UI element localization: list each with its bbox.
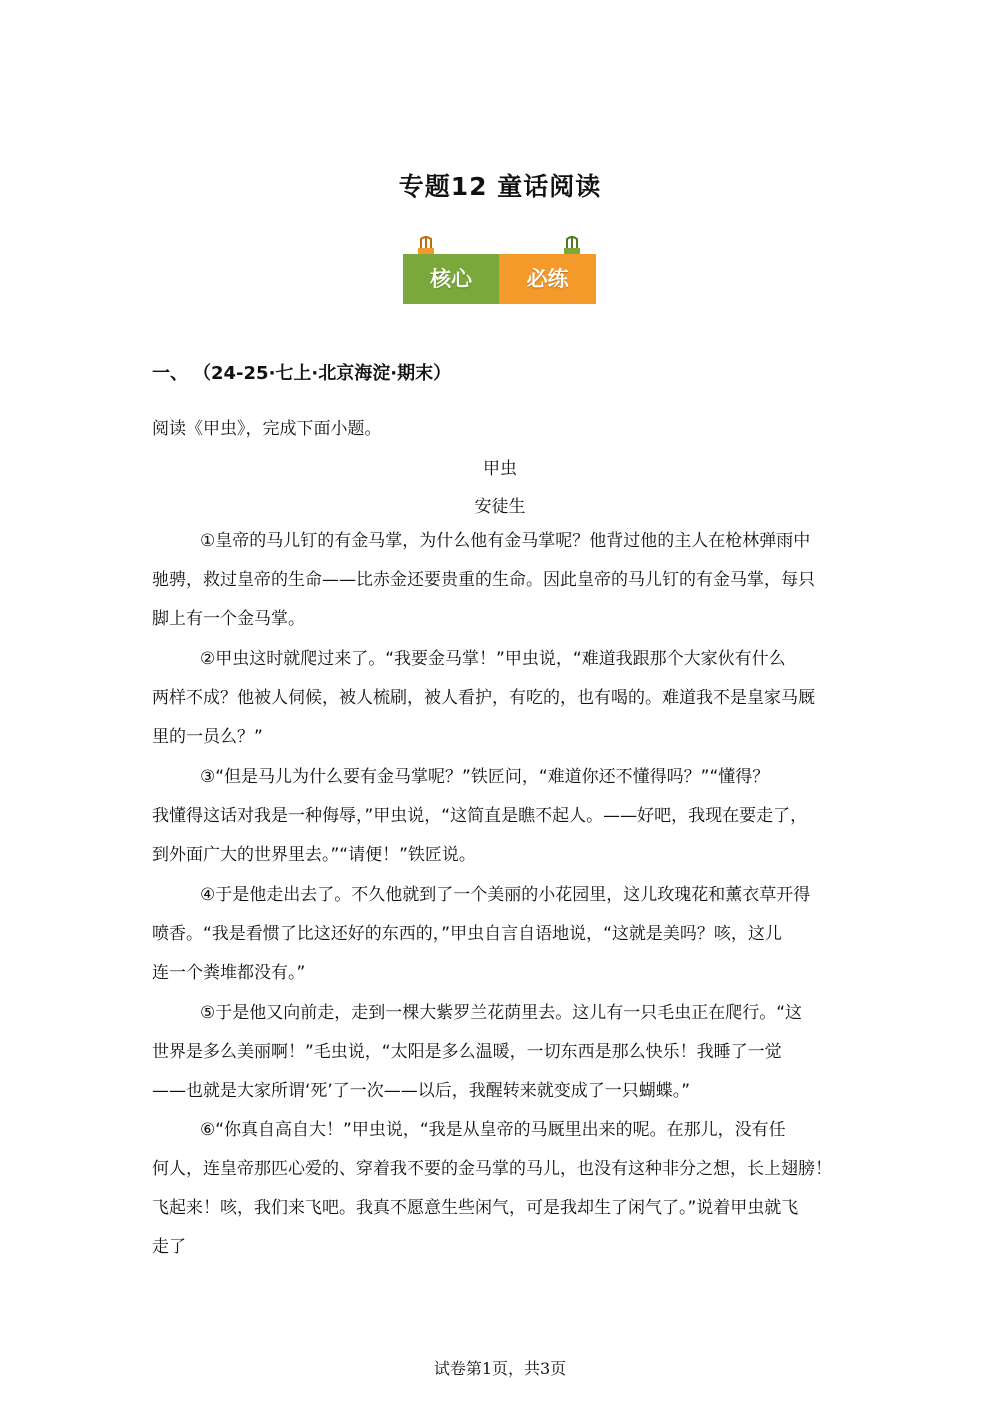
paragraph-line: ——也就是大家所谓‘死’了一次——以后，我醒转来就变成了一只蝴蝶。”	[152, 1081, 691, 1101]
paragraph-line: 两样不成？他被人伺候，被人梳刷，被人看护，有吃的，也有喝的。难道我不是皇家马厩	[152, 688, 815, 708]
paragraph-line: ③“但是马儿为什么要有金马掌呢？”铁匠问，“难道你还不懂得吗？”“懂得？	[200, 767, 770, 787]
paragraph-line: ⑤于是他又向前走，走到一棵大紫罗兰花荫里去。这儿有一只毛虫正在爬行。“这	[200, 1003, 803, 1023]
paragraph-5	[152, 994, 852, 1111]
paragraph-line: 里的一员么？”	[152, 727, 263, 747]
page-title: 专题12 童话阅读	[398, 172, 602, 201]
paragraph-3	[152, 758, 852, 875]
paragraph-line: 世界是多么美丽啊！”毛虫说，“太阳是多么温暖，一切东西是那么快乐！我睡了一觉	[152, 1042, 782, 1062]
banner-label-core: 核心	[403, 254, 499, 304]
section-banner	[403, 236, 596, 306]
paragraph-line: 脚上有一个金马掌。	[152, 609, 305, 629]
paragraph-line: 驰骋，救过皇帝的生命——比赤金还要贵重的生命。因此皇帝的马儿钉的有金马掌，每只	[152, 570, 815, 590]
paragraph-line: 飞起来！咳，我们来飞吧。我真不愿意生些闲气，可是我却生了闲气了。”说着甲虫就飞	[152, 1198, 799, 1218]
paragraph-line: ②甲虫这时就爬过来了。“我要金马掌！”甲虫说，“难道我跟那个大家伙有什么	[200, 649, 786, 669]
paragraph-2	[152, 640, 852, 757]
article-author: 安徒生	[474, 497, 526, 517]
paragraph-line: ⑥“你真自高自大！”甲虫说，“我是从皇帝的马厩里出来的呢。在那儿，没有任	[200, 1120, 786, 1140]
paragraph-line: ④于是他走出去了。不久他就到了一个美丽的小花园里，这儿玫瑰花和薰衣草开得	[200, 885, 811, 905]
paragraph-line: 我懂得这话对我是一种侮辱，”甲虫说，“这简直是瞧不起人。——好吧，我现在要走了，	[152, 806, 808, 826]
question-number: 一、	[152, 363, 188, 384]
paragraph-line: ①皇帝的马儿钉的有金马掌，为什么他有金马掌呢？他背过他的主人在枪林弹雨中	[200, 531, 811, 551]
paragraph-line: 连一个粪堆都没有。”	[152, 963, 306, 983]
question-source: （24-25·七上·北京海淀·期末）	[202, 363, 452, 384]
paragraph-line: 喷香。“我是看惯了比这还好的东西的，”甲虫自言自语地说，“这就是美吗？咳，这儿	[152, 924, 782, 944]
paragraph-1	[152, 522, 852, 639]
paragraph-line: 走了	[152, 1237, 186, 1257]
question-heading	[152, 359, 451, 385]
paragraph-6	[152, 1111, 852, 1267]
paragraph-line: 何人，连皇帝那匹心爱的、穿着我不要的金马掌的马儿，也没有这种非分之想，长上翅膀！	[152, 1159, 832, 1179]
paragraph-4	[152, 876, 852, 993]
paragraph-line: 到外面广大的世界里去。”“请便！”铁匠说。	[152, 845, 476, 865]
banner-label-practice: 必练	[499, 254, 596, 304]
instruction: 阅读《甲虫》，完成下面小题。	[152, 419, 382, 439]
article-title: 甲虫	[483, 459, 517, 479]
page-footer: 试卷第1页，共3页	[433, 1359, 567, 1378]
